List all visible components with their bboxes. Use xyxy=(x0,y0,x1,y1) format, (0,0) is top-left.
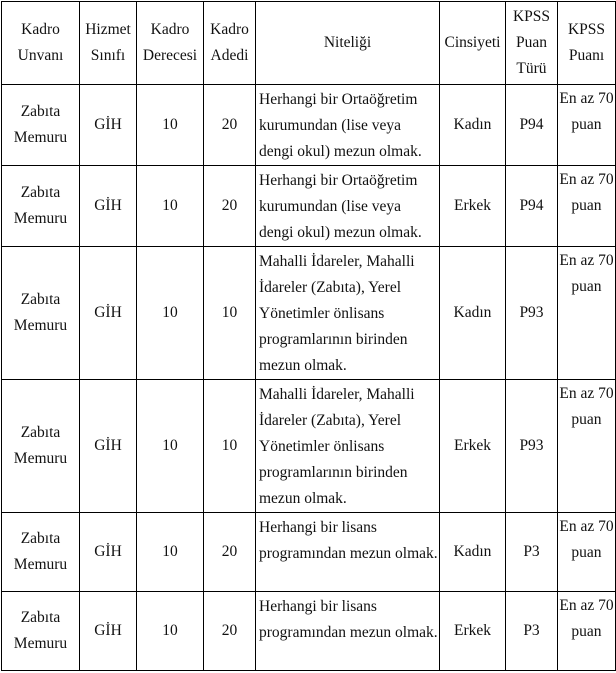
cell-sinif: GİH xyxy=(80,380,137,513)
cell-cinsiyet: Erkek xyxy=(440,592,506,671)
cell-puan-turu: P93 xyxy=(506,380,558,513)
header-niteligi: Niteliği xyxy=(256,2,440,85)
cell-nitelik: Herhangi bir Ortaöğretim kurumundan (lise veya dengi okul) mezun olmak. xyxy=(256,85,440,166)
cell-puan: En az 70 puan xyxy=(558,380,616,513)
cell-unvan: Zabıta Memuru xyxy=(2,85,80,166)
header-kadro-derecesi: Kadro Derecesi xyxy=(137,2,204,85)
cell-puan-turu: P94 xyxy=(506,85,558,166)
table-row xyxy=(2,513,616,592)
cell-puan-turu: P3 xyxy=(506,592,558,671)
cell-unvan: Zabıta Memuru xyxy=(2,166,80,247)
header-kpss-puan-turu: KPSS Puan Türü xyxy=(506,2,558,85)
cell-sinif: GİH xyxy=(80,166,137,247)
cell-nitelik: Herhangi bir Ortaöğretim kurumundan (lise veya dengi okul) mezun olmak. xyxy=(256,166,440,247)
cell-adet: 20 xyxy=(204,513,256,592)
cell-puan-turu: P93 xyxy=(506,247,558,380)
header-kpss-puani: KPSS Puanı xyxy=(558,2,616,85)
cell-nitelik: Herhangi bir lisans programından mezun olmak. xyxy=(256,513,440,592)
header-kadro-unvani: Kadro Unvanı xyxy=(2,2,80,85)
header-hizmet-sinifi: Hizmet Sınıfı xyxy=(80,2,137,85)
cell-unvan: Zabıta Memuru xyxy=(2,513,80,592)
cell-nitelik: Mahalli İdareler, Mahalli İdareler (Zabıta), Yerel Yönetimler önlisans programlarının birinden mezun olmak. xyxy=(256,380,440,513)
cell-adet: 20 xyxy=(204,592,256,671)
table-row xyxy=(2,247,616,380)
header-kadro-adedi: Kadro Adedi xyxy=(204,2,256,85)
cell-unvan: Zabıta Memuru xyxy=(2,380,80,513)
cell-derece: 10 xyxy=(137,85,204,166)
cell-puan: En az 70 puan xyxy=(558,247,616,380)
header-cinsiyeti: Cinsiyeti xyxy=(440,2,506,85)
cell-derece: 10 xyxy=(137,247,204,380)
cell-nitelik: Herhangi bir lisans programından mezun olmak. xyxy=(256,592,440,671)
table-row xyxy=(2,166,616,247)
cell-unvan: Zabıta Memuru xyxy=(2,592,80,671)
cell-sinif: GİH xyxy=(80,513,137,592)
cell-cinsiyet: Erkek xyxy=(440,380,506,513)
cell-adet: 20 xyxy=(204,85,256,166)
table-row xyxy=(2,592,616,671)
cell-derece: 10 xyxy=(137,166,204,247)
cell-puan-turu: P3 xyxy=(506,513,558,592)
cell-cinsiyet: Kadın xyxy=(440,247,506,380)
cell-unvan: Zabıta Memuru xyxy=(2,247,80,380)
cell-puan-turu: P94 xyxy=(506,166,558,247)
cell-sinif: GİH xyxy=(80,247,137,380)
table-row xyxy=(2,85,616,166)
table-row xyxy=(2,380,616,513)
cell-adet: 10 xyxy=(204,247,256,380)
cell-puan: En az 70 puan xyxy=(558,166,616,247)
cell-derece: 10 xyxy=(137,513,204,592)
cell-derece: 10 xyxy=(137,592,204,671)
cell-adet: 20 xyxy=(204,166,256,247)
cell-puan: En az 70 puan xyxy=(558,85,616,166)
cell-sinif: GİH xyxy=(80,592,137,671)
cell-adet: 10 xyxy=(204,380,256,513)
cell-cinsiyet: Kadın xyxy=(440,513,506,592)
cell-puan: En az 70 puan xyxy=(558,592,616,671)
cell-cinsiyet: Kadın xyxy=(440,85,506,166)
header-row xyxy=(2,2,616,85)
cell-sinif: GİH xyxy=(80,85,137,166)
cell-cinsiyet: Erkek xyxy=(440,166,506,247)
cell-puan: En az 70 puan xyxy=(558,513,616,592)
cell-nitelik: Mahalli İdareler, Mahalli İdareler (Zabıta), Yerel Yönetimler önlisans programlarının birinden mezun olmak. xyxy=(256,247,440,380)
kadro-table xyxy=(1,1,616,671)
cell-derece: 10 xyxy=(137,380,204,513)
